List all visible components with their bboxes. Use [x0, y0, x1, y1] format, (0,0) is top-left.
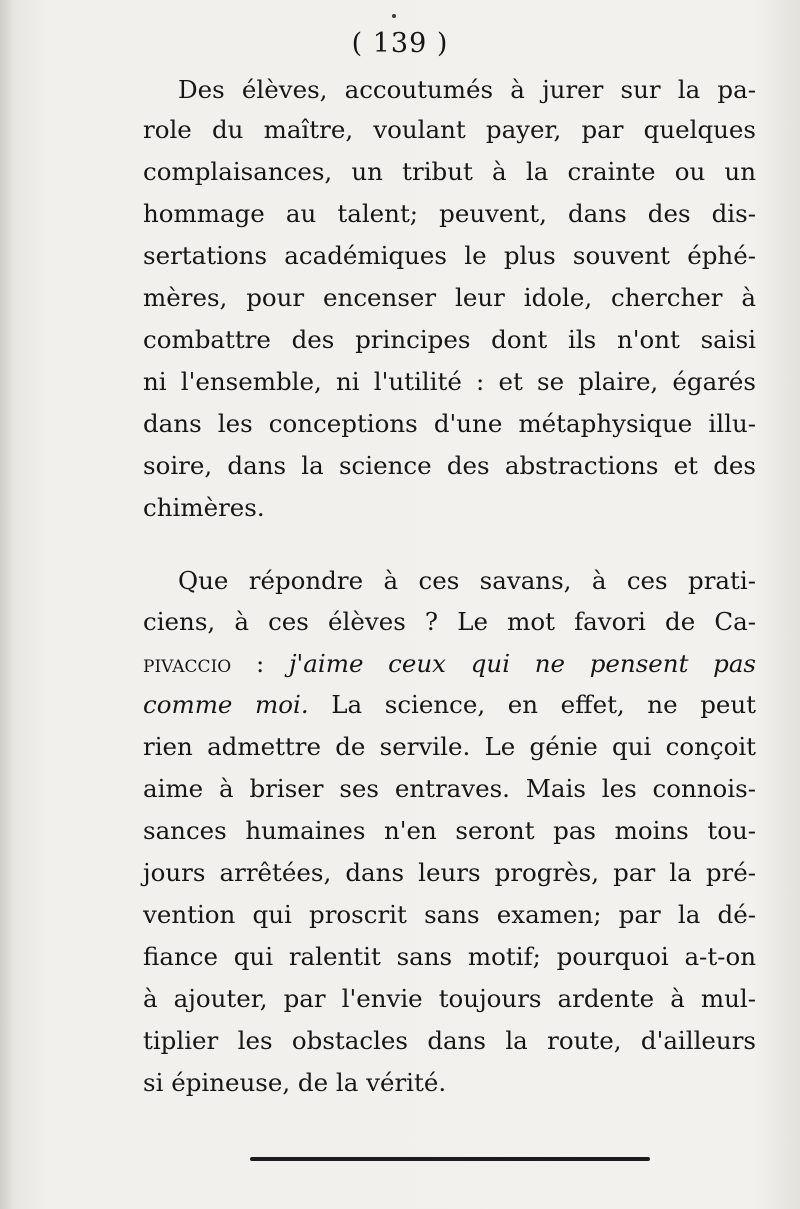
text-line: pivaccio : j'aime ceux qui ne pensent pas	[143, 649, 756, 678]
text-line: à ajouter, par l'envie toujours ardente à mul-	[143, 984, 756, 1013]
text-line: mères, pour encenser leur idole, chercher à	[143, 283, 756, 312]
text-line: Que répondre à ces savans, à ces prati-	[178, 566, 756, 595]
text-line: complaisances, un tribut à la crainte ou un	[143, 157, 756, 186]
text-line: jours arrêtées, dans leurs progrès, par la pré-	[143, 858, 756, 887]
text-line: si épineuse, de la vérité.	[143, 1068, 447, 1097]
page-gutter-shadow	[0, 0, 14, 1209]
print-speck	[392, 14, 396, 18]
page-footer-rule	[250, 1157, 650, 1161]
text-line: combattre des principes dont ils n'ont saisi	[143, 325, 756, 354]
text-line: dans les conceptions d'une métaphysique illu-	[143, 409, 756, 438]
text-line: soire, dans la science des abstractions et des	[143, 451, 756, 480]
text-line: rien admettre de servile. Le génie qui conçoit	[143, 732, 756, 761]
text-line: aime à briser ses entraves. Mais les connois-	[143, 774, 756, 803]
text-line: ni l'ensemble, ni l'utilité : et se plaire, égarés	[143, 367, 756, 396]
text-line: chimères.	[143, 493, 265, 522]
text-line: fiance qui ralentit sans motif; pourquoi a-t-on	[143, 942, 756, 971]
text-line: comme moi. La science, en effet, ne peut	[143, 690, 757, 719]
quotation: j'aime ceux qui ne pensent pas	[288, 649, 756, 678]
author-name: pivaccio	[143, 649, 232, 678]
text-line: tiplier les obstacles dans la route, d'ailleurs	[143, 1026, 756, 1055]
text-line: Des élèves, accoutumés à jurer sur la pa-	[178, 75, 756, 104]
text-line: vention qui proscrit sans examen; par la dé-	[143, 900, 756, 929]
text-line: role du maître, voulant payer, par quelques	[143, 115, 756, 144]
text-line: sertations académiques le plus souvent éphé-	[143, 241, 756, 270]
page-number: ( 139 )	[351, 28, 449, 59]
text-line: sances humaines n'en seront pas moins tou-	[143, 816, 756, 845]
quotation: comme moi.	[143, 690, 309, 719]
text-line: ciens, à ces élèves ? Le mot favori de Ca-	[143, 607, 756, 636]
text-line: hommage au talent; peuvent, dans des dis-	[143, 199, 756, 228]
